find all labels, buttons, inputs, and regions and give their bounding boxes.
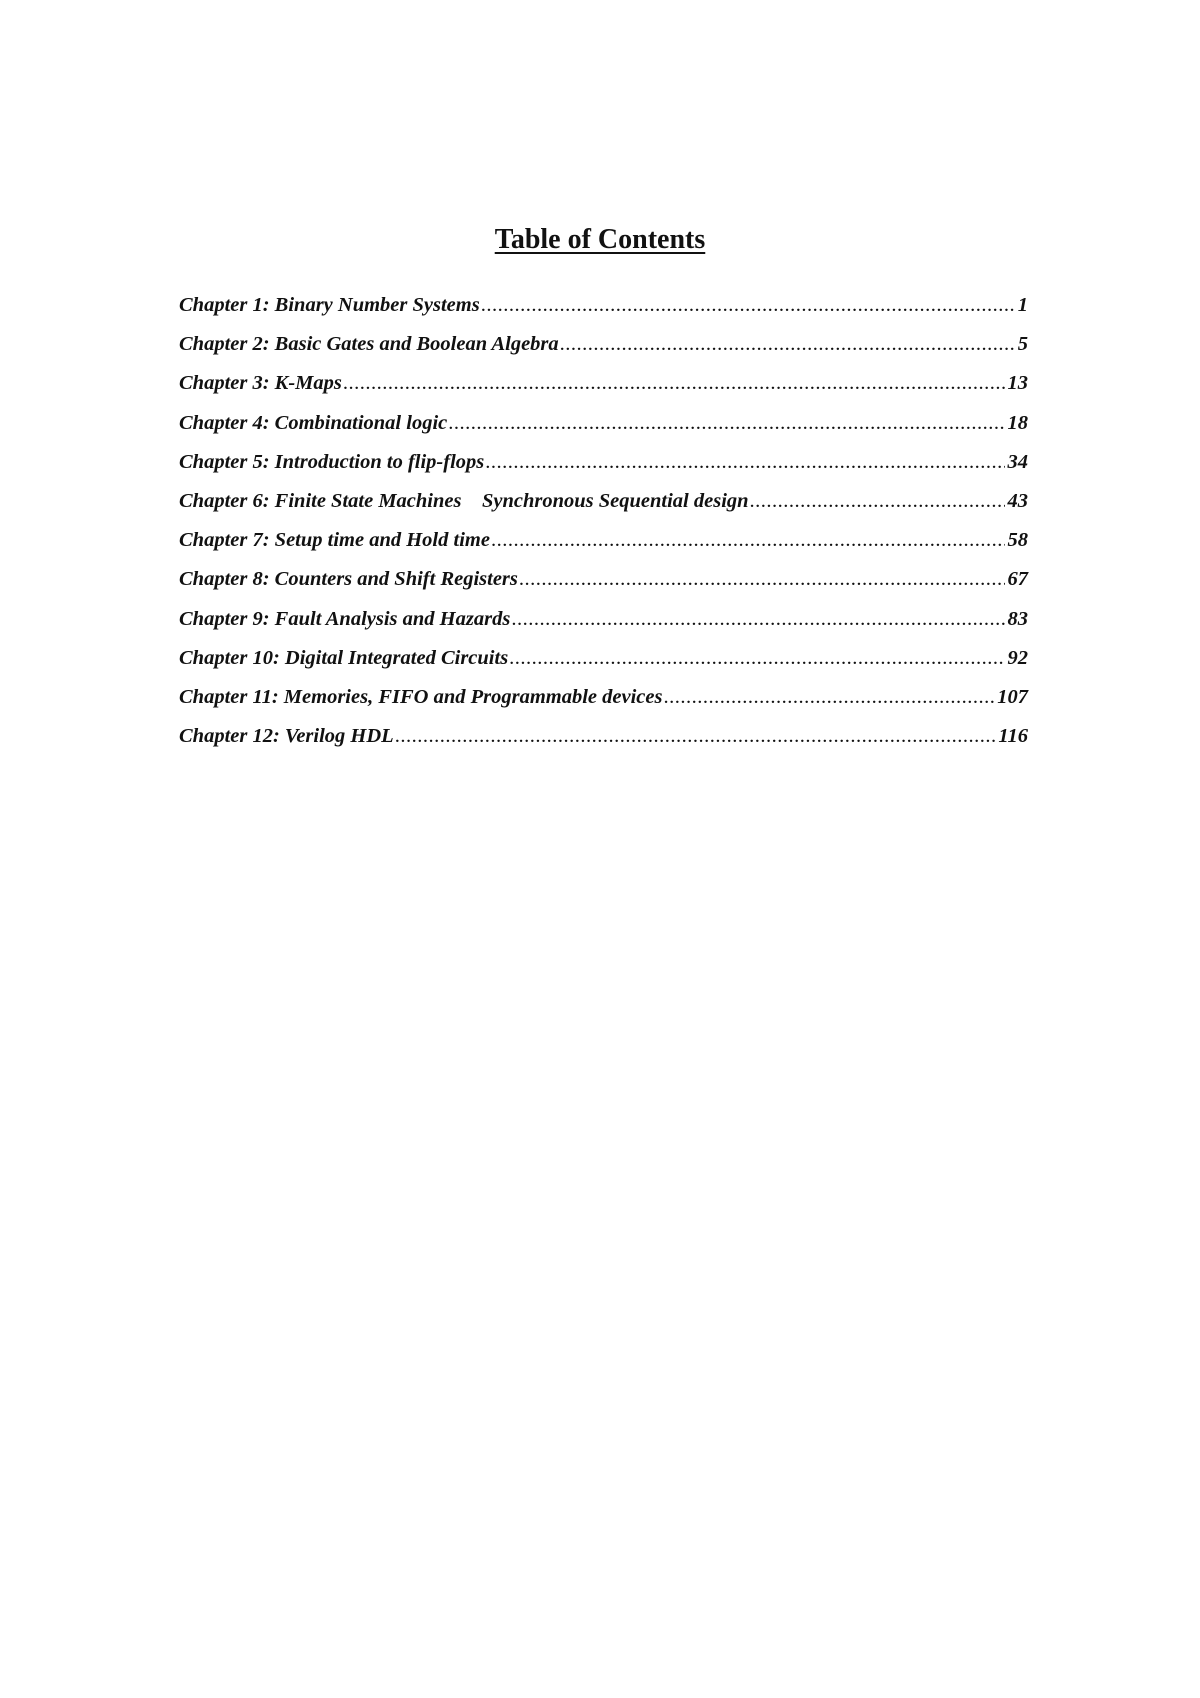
toc-entry-label: Chapter 9: Fault Analysis and Hazards	[179, 607, 511, 630]
page-title	[0, 222, 1200, 258]
toc-entry-chapter-9[interactable]	[179, 608, 1028, 647]
toc-entry-page: 107	[997, 685, 1028, 708]
toc-dot-leader	[663, 686, 994, 709]
toc-dot-leader	[485, 451, 1004, 474]
toc-entry-label: Chapter 11: Memories, FIFO and Programmable devices	[179, 685, 663, 708]
toc-entry-label: Chapter 3: K-Maps	[179, 372, 342, 395]
toc-entry-label: Chapter 1: Binary Number Systems	[179, 294, 480, 316]
toc-entry-page: 34	[1007, 450, 1028, 473]
toc-entry-chapter-8[interactable]	[179, 568, 1028, 607]
toc-entry-page: 83	[1007, 607, 1028, 630]
toc-entry-label: Chapter 6: Finite State Machines Synchronous Sequential design	[179, 489, 749, 512]
toc-entry-label: Chapter 2: Basic Gates and Boolean Algebra	[179, 333, 559, 356]
toc-entry-chapter-10[interactable]	[179, 647, 1028, 686]
page-title-text: Table of Contents	[494, 224, 706, 255]
toc-dot-leader	[481, 294, 1015, 317]
toc-entry-label: Chapter 12: Verilog HDL	[179, 725, 394, 748]
toc-entry-page: 5	[1017, 333, 1028, 356]
toc-dot-leader	[750, 490, 1005, 513]
toc-dot-leader	[511, 608, 1004, 631]
toc-entry-label: Chapter 4: Combinational logic	[179, 411, 448, 434]
toc-entry-chapter-4[interactable]	[179, 412, 1028, 451]
toc-entry-chapter-5[interactable]	[179, 451, 1028, 490]
toc-entry-page: 13	[1007, 372, 1028, 395]
toc-entry-chapter-12[interactable]	[179, 725, 1028, 764]
toc-entry-label: Chapter 8: Counters and Shift Registers	[179, 568, 518, 591]
toc-entry-page: 43	[1007, 489, 1028, 512]
toc-entry-page: 18	[1007, 411, 1028, 434]
toc-dot-leader	[560, 333, 1015, 356]
toc-dot-leader	[395, 725, 996, 748]
toc-dot-leader	[343, 372, 1005, 395]
toc-dot-leader	[509, 647, 1004, 670]
toc-list	[179, 294, 1028, 764]
toc-dot-leader	[448, 412, 1004, 435]
toc-entry-label: Chapter 10: Digital Integrated Circuits	[179, 646, 509, 669]
toc-entry-chapter-11[interactable]	[179, 686, 1028, 725]
toc-entry-chapter-2[interactable]	[179, 333, 1028, 372]
toc-entry-label: Chapter 5: Introduction to flip-flops	[179, 450, 485, 473]
toc-entry-page: 116	[998, 725, 1028, 748]
toc-entry-page: 67	[1007, 568, 1028, 591]
toc-entry-chapter-1[interactable]	[179, 294, 1028, 333]
toc-dot-leader	[519, 568, 1005, 591]
toc-entry-page: 92	[1007, 646, 1028, 669]
toc-entry-chapter-3[interactable]	[179, 372, 1028, 411]
toc-entry-chapter-6[interactable]	[179, 490, 1028, 529]
toc-entry-label: Chapter 7: Setup time and Hold time	[179, 529, 490, 552]
toc-entry-page: 1	[1017, 294, 1028, 316]
toc-entry-page: 58	[1007, 529, 1028, 552]
toc-entry-chapter-7[interactable]	[179, 529, 1028, 568]
toc-dot-leader	[491, 529, 1005, 552]
